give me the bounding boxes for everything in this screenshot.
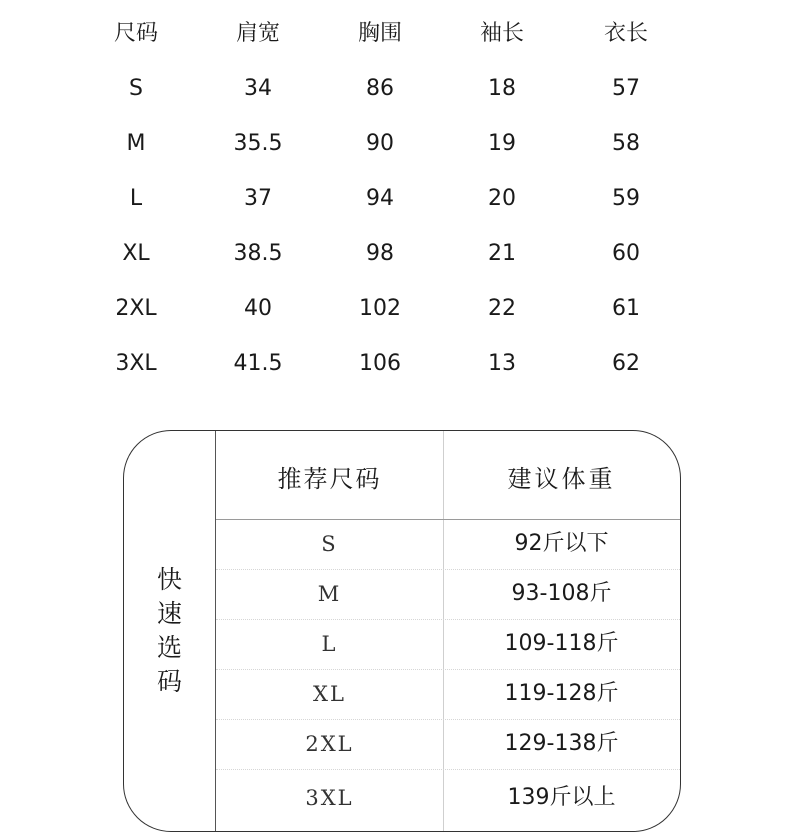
label-char: 码 [156, 667, 182, 696]
header-size: 尺码 [113, 21, 158, 46]
table-row [0, 234, 800, 274]
table-row [216, 570, 680, 620]
cell-size: L [129, 186, 143, 211]
cell-shoulder: 35.5 [233, 131, 283, 156]
header-suggested-weight: 建议体重 [507, 465, 616, 493]
cell-size: S [129, 76, 143, 101]
recommended-size: M [317, 582, 342, 606]
table-row [0, 124, 800, 164]
cell-sleeve: 19 [488, 131, 516, 156]
recommended-size: 3XL [305, 786, 354, 810]
cell-shoulder: 38.5 [233, 241, 283, 266]
cell-size: XL [122, 241, 150, 266]
cell-shoulder: 41.5 [233, 351, 283, 376]
table-row [0, 344, 800, 384]
cell-sleeve: 21 [488, 241, 516, 266]
suggested-weight: 109-118斤 [504, 631, 619, 656]
cell-length: 59 [612, 186, 640, 211]
label-char: 选 [156, 633, 182, 662]
suggested-weight: 119-128斤 [504, 681, 619, 706]
size-table-header [0, 14, 800, 54]
cell-chest: 94 [366, 186, 394, 211]
recommendation-table [216, 431, 680, 831]
cell-chest: 106 [359, 351, 401, 376]
recommendation-header [216, 431, 680, 520]
suggested-weight: 93-108斤 [511, 581, 612, 606]
quick-pick-label [124, 431, 216, 831]
table-row [216, 520, 680, 570]
cell-sleeve: 18 [488, 76, 516, 101]
header-length: 衣长 [603, 21, 648, 46]
cell-size: 3XL [115, 351, 157, 376]
cell-size: 2XL [115, 296, 157, 321]
cell-sleeve: 22 [488, 296, 516, 321]
suggested-weight: 92斤以下 [514, 531, 609, 556]
cell-chest: 102 [359, 296, 401, 321]
cell-sleeve: 13 [488, 351, 516, 376]
suggested-weight: 139斤以上 [507, 785, 616, 810]
cell-sleeve: 20 [488, 186, 516, 211]
table-row [0, 69, 800, 109]
cell-chest: 86 [366, 76, 394, 101]
recommended-size: S [321, 532, 338, 556]
cell-length: 57 [612, 76, 640, 101]
table-row [0, 179, 800, 219]
cell-size: M [126, 131, 146, 156]
table-row [216, 720, 680, 770]
cell-length: 58 [612, 131, 640, 156]
cell-shoulder: 34 [244, 76, 272, 101]
label-char: 快 [156, 565, 182, 594]
header-recommended-size: 推荐尺码 [277, 465, 382, 493]
recommended-size: L [321, 632, 338, 656]
header-chest: 胸围 [357, 21, 402, 46]
label-char: 速 [156, 599, 182, 628]
cell-length: 61 [612, 296, 640, 321]
table-row [0, 289, 800, 329]
table-row [216, 670, 680, 720]
cell-length: 62 [612, 351, 640, 376]
cell-chest: 90 [366, 131, 394, 156]
cell-length: 60 [612, 241, 640, 266]
recommended-size: 2XL [305, 732, 354, 756]
header-shoulder: 肩宽 [235, 21, 280, 46]
suggested-weight: 129-138斤 [504, 731, 619, 756]
table-row [216, 774, 680, 824]
cell-shoulder: 37 [244, 186, 272, 211]
quick-pick-panel [123, 430, 681, 832]
cell-chest: 98 [366, 241, 394, 266]
cell-shoulder: 40 [244, 296, 272, 321]
header-sleeve: 袖长 [479, 21, 524, 46]
recommended-size: XL [313, 682, 346, 706]
table-row [216, 620, 680, 670]
